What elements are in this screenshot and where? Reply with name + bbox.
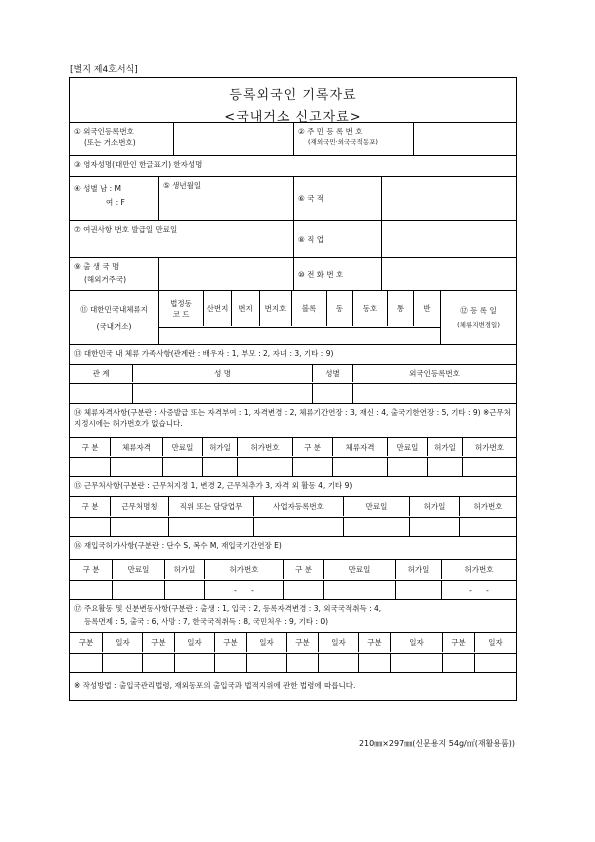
activity-col-type: 구분 <box>358 633 390 652</box>
activity-col-type: 구분 <box>214 633 246 652</box>
status-col-permit-date-2: 허가일 <box>427 438 462 456</box>
reentry-field[interactable] <box>70 581 112 599</box>
row-workplace-table <box>70 496 516 536</box>
activity-field[interactable] <box>390 654 442 672</box>
workplace-col-position: 직위 또는 담당업무 <box>168 497 253 516</box>
activity-col-type: 구분 <box>78 638 94 647</box>
resident-reg-no-field[interactable] <box>413 123 516 155</box>
activity-field[interactable] <box>70 654 102 672</box>
address-col-block: 블록 <box>291 291 326 326</box>
form-subtitle: <국내거소 신고자료> <box>224 110 362 125</box>
status-col-permit-date: 허가일 <box>202 438 237 456</box>
family-col-name: 성 명 <box>132 365 312 382</box>
workplace-field[interactable] <box>70 518 110 536</box>
status-col-qualification: 체류자격 <box>110 438 162 456</box>
reentry-field[interactable] <box>283 581 323 599</box>
activity-field[interactable] <box>246 654 286 672</box>
address-col-unit: 동호 <box>352 291 387 326</box>
row-activity-table <box>70 632 516 672</box>
workplace-field[interactable] <box>459 518 516 536</box>
workplace-field[interactable] <box>409 518 459 536</box>
family-section-label: ⑬ 대한민국 내 체류 가족사항(관계란 : 배우자 : 1, 부모 : 2, 자녀 : 3, 기타 : 9) <box>74 349 334 358</box>
row-status-table <box>70 437 516 476</box>
family-field-name[interactable] <box>132 384 312 403</box>
birth-date-label: ⑤ 생년월일 <box>158 177 293 220</box>
form-title-block <box>70 78 516 125</box>
address-columns <box>158 291 440 344</box>
activity-field[interactable] <box>214 654 246 672</box>
activity-col-date: 일자 <box>102 633 142 652</box>
row-name <box>70 155 516 176</box>
status-field[interactable] <box>427 458 462 476</box>
workplace-col-expiry: 만료일 <box>343 497 409 516</box>
status-col-expiry-2: 만료일 <box>387 438 427 456</box>
activity-field[interactable] <box>174 654 214 672</box>
alien-reg-no-field[interactable] <box>173 123 293 155</box>
reentry-col-permit-date: 허가일 <box>164 560 204 579</box>
job-field[interactable] <box>381 221 516 257</box>
row-sex-birth-nationality <box>70 176 516 220</box>
workplace-field[interactable] <box>168 518 253 536</box>
reentry-field[interactable] <box>323 581 395 599</box>
reentry-field[interactable] <box>395 581 441 599</box>
reentry-permit-no-field-2[interactable]: - - <box>441 581 516 599</box>
workplace-field[interactable] <box>343 518 409 536</box>
phone-label: ⑩ 전 화 번 호 <box>293 258 381 290</box>
origin-country-label-cell: ⑨ 출 생 국 명 (해외거주국) <box>74 262 127 284</box>
activity-col-type: 구분 <box>142 633 174 652</box>
address-col-ban: 반 <box>413 291 440 326</box>
instructions-note: ※ 작성방법 : 출입국관리법령, 재외동포의 출입국과 법적지위에 관한 법령에 따릅니다. <box>74 681 356 690</box>
row-address <box>70 290 516 344</box>
status-col-expiry: 만료일 <box>162 438 202 456</box>
status-field[interactable] <box>70 458 110 476</box>
activity-col-date: 일자 <box>318 633 358 652</box>
workplace-field[interactable] <box>110 518 168 536</box>
status-section-label: ⑭ 체류자격사항(구분란 : 사증발급 또는 자격부여 : 1, 자격변경 : 2, 체류기간연장 : 3, 재신 : 4, 출국기한연장 : 5, 기타 : 9) ※근무처지정시에는 허가번호가 없습니다. <box>74 408 511 428</box>
row-family-table <box>70 364 516 403</box>
reentry-col-permit-date-2: 허가일 <box>395 560 441 579</box>
status-field[interactable] <box>292 458 332 476</box>
paper-spec: 210㎜×297㎜(신문용지 54g/㎡(재활용품)) <box>358 739 515 748</box>
status-field[interactable] <box>237 458 292 476</box>
address-col-tong: 통 <box>387 291 413 326</box>
workplace-col-business-no: 사업자등록번호 <box>253 497 343 516</box>
name-label: ③ 영자성명(대만인 한글표기) 한자성명 <box>74 160 203 169</box>
address-col-dong: 동 <box>326 291 352 326</box>
workplace-col-name: 근무처명칭 <box>110 497 168 516</box>
sex-label-cell: ④ 성별 남 : M 여 : F <box>74 184 125 207</box>
nationality-label: ⑥ 국 적 <box>293 177 381 220</box>
activity-section-label-cell: ⑰ 주요활동 및 신분변동사항(구분란 : 출생 : 1, 입국 : 2, 등록자격변경 : 3, 외국국적취득 : 4, 등록면제 : 5, 출국 : 6, 사망 : 7, 한국국적취득 : 8, 국민처우 : 9, 기타 : 0) <box>74 604 382 626</box>
family-field-relation[interactable] <box>70 384 132 403</box>
row-origin-phone <box>70 257 516 290</box>
status-col-permit-no-2: 허가번호 <box>462 438 516 456</box>
address-label-cell: ⑪ 대한민국내체류지 (국내거소) <box>80 304 148 331</box>
status-field[interactable] <box>110 458 162 476</box>
status-col-permit-no: 허가번호 <box>237 438 292 456</box>
reentry-section-label: ⑯ 재입국허가사항(구분란 : 단수 S, 복수 M, 재입국기간연장 E) <box>74 541 282 550</box>
registration-date-label-cell: ⑫ 등 록 일 (체류지변경일) <box>440 291 516 344</box>
workplace-col-permit-date: 허가일 <box>409 497 459 516</box>
row-instructions <box>70 672 516 700</box>
registration-form <box>69 77 517 701</box>
activity-col-date: 일자 <box>390 633 442 652</box>
status-col-qualification-2: 체류자격 <box>332 438 387 456</box>
activity-field[interactable] <box>358 654 390 672</box>
reentry-col-expiry: 만료일 <box>112 560 164 579</box>
form-id: [별지 제4호서식] <box>70 65 138 75</box>
address-col-mountain-lot: 산번지 <box>203 291 231 326</box>
workplace-field[interactable] <box>253 518 343 536</box>
row-family-heading <box>70 344 516 364</box>
address-col-lot: 번지 <box>231 291 259 326</box>
reentry-permit-no-field[interactable]: - - <box>204 581 283 599</box>
origin-country-field[interactable] <box>158 258 293 290</box>
activity-col-date: 일자 <box>474 633 516 652</box>
workplace-col-permit-no: 허가번호 <box>459 497 516 516</box>
row-passport-job <box>70 220 516 257</box>
row-workplace-heading <box>70 476 516 496</box>
family-col-sex: 성별 <box>312 365 352 382</box>
status-field[interactable] <box>462 458 516 476</box>
workplace-section-label: ⑮ 근무처사항(구분란 : 근무처지정 1, 변경 2, 근무처추가 3, 자격 외 활동 4, 기타 9) <box>74 481 353 490</box>
reentry-field[interactable] <box>112 581 164 599</box>
phone-field[interactable] <box>381 258 516 290</box>
alien-reg-no-label-cell: ① 외국인등록번호 (또는 거소번호) <box>74 127 136 147</box>
activity-col-type: 구분 <box>286 633 318 652</box>
status-field[interactable] <box>202 458 237 476</box>
reentry-col-permit-no-2: 허가번호 <box>441 560 516 579</box>
address-col-legal-dong-code: 법정동 코 드 <box>170 298 192 319</box>
row-registration-numbers <box>70 122 516 155</box>
resident-reg-no-label-cell: ② 주 민 등 록 번 호 (재외국민·외국국적동포) <box>293 123 413 155</box>
passport-label: ⑦ 여권사항 번호 발급일 만료일 <box>74 225 178 234</box>
row-status-heading <box>70 403 516 437</box>
activity-col-date: 일자 <box>174 633 214 652</box>
reentry-field[interactable] <box>164 581 204 599</box>
status-field[interactable] <box>162 458 202 476</box>
nationality-field[interactable] <box>381 177 516 220</box>
row-reentry-table <box>70 559 516 599</box>
activity-field[interactable] <box>142 654 174 672</box>
reentry-col-expiry-2: 만료일 <box>323 560 395 579</box>
reentry-col-permit-no: 허가번호 <box>204 560 283 579</box>
address-col-lot-no: 번지호 <box>259 291 291 326</box>
activity-field[interactable] <box>286 654 318 672</box>
family-col-relation: 관 계 <box>92 369 110 378</box>
status-col-type: 구 분 <box>81 442 99 452</box>
activity-col-date: 일자 <box>246 633 286 652</box>
family-col-reg-no: 외국인등록번호 <box>352 365 516 382</box>
form-title: 등록외국인 기록자료 <box>229 88 357 103</box>
status-col-type-2: 구 분 <box>292 438 332 456</box>
workplace-col-type: 구 분 <box>81 502 99 511</box>
status-field[interactable] <box>387 458 427 476</box>
row-reentry-heading <box>70 536 516 559</box>
activity-field[interactable] <box>474 654 516 672</box>
activity-field[interactable] <box>442 654 474 672</box>
status-field[interactable] <box>332 458 387 476</box>
reentry-col-type-2: 구 분 <box>283 560 323 579</box>
family-field-sex[interactable] <box>312 384 352 403</box>
reentry-col-type: 구 분 <box>82 565 100 574</box>
job-label: ⑧ 직 업 <box>293 221 381 257</box>
activity-field[interactable] <box>102 654 142 672</box>
activity-col-type: 구분 <box>442 633 474 652</box>
family-field-reg-no[interactable] <box>352 384 516 403</box>
row-activity-heading <box>70 599 516 632</box>
activity-field[interactable] <box>318 654 358 672</box>
